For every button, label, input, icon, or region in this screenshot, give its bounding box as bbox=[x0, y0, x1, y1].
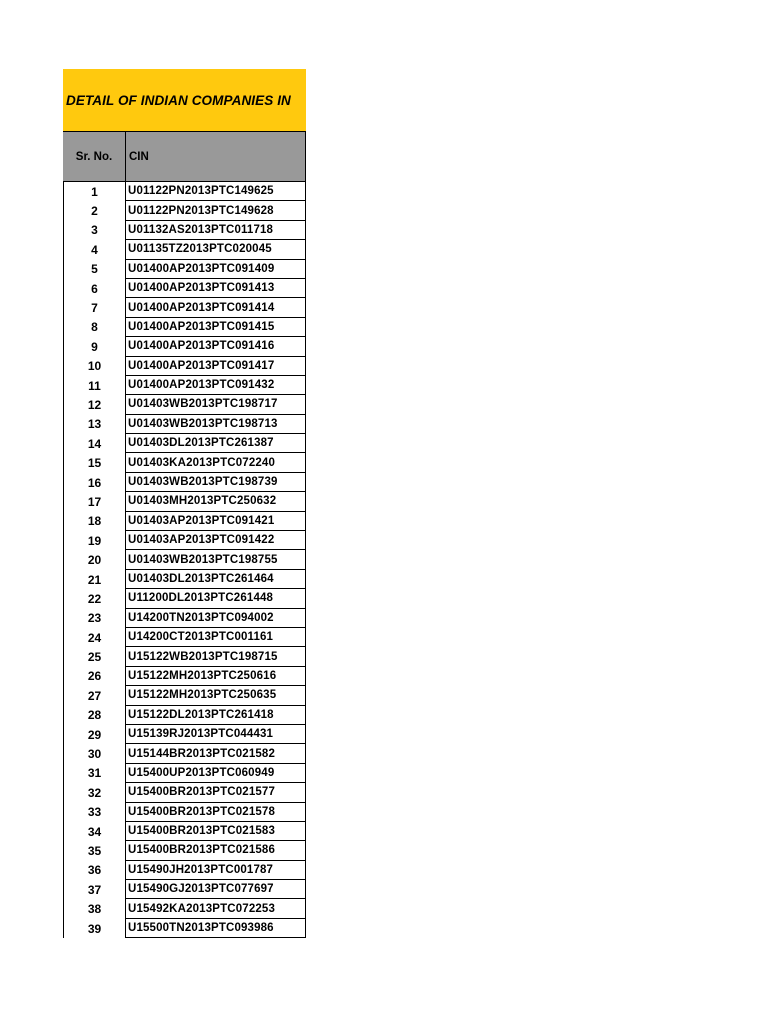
cin-cell: U15492KA2013PTC072253 bbox=[126, 899, 306, 918]
table-row bbox=[63, 647, 306, 666]
sr-no-cell: 11 bbox=[63, 376, 126, 395]
table-row bbox=[63, 337, 306, 356]
sr-no-header: Sr. No. bbox=[63, 132, 126, 181]
sr-no-cell: 9 bbox=[63, 337, 126, 356]
sr-no-cell: 12 bbox=[63, 395, 126, 414]
cin-cell: U01403DL2013PTC261464 bbox=[126, 570, 306, 589]
table-row bbox=[63, 376, 306, 395]
cin-cell: U15122DL2013PTC261418 bbox=[126, 706, 306, 725]
cin-cell: U15490GJ2013PTC077697 bbox=[126, 880, 306, 899]
sr-no-cell: 24 bbox=[63, 628, 126, 647]
table-row bbox=[63, 764, 306, 783]
cin-cell: U01400AP2013PTC091416 bbox=[126, 337, 306, 356]
sr-no-cell: 25 bbox=[63, 647, 126, 666]
cin-cell: U14200TN2013PTC094002 bbox=[126, 609, 306, 628]
sr-no-cell: 8 bbox=[63, 318, 126, 337]
cin-cell: U01403AP2013PTC091421 bbox=[126, 512, 306, 531]
table-row bbox=[63, 453, 306, 472]
sr-no-cell: 6 bbox=[63, 279, 126, 298]
table-row bbox=[63, 182, 306, 201]
sr-no-cell: 22 bbox=[63, 589, 126, 608]
table-row bbox=[63, 240, 306, 259]
table-row bbox=[63, 899, 306, 918]
cin-cell: U01403WB2013PTC198755 bbox=[126, 550, 306, 569]
sr-no-cell: 32 bbox=[63, 783, 126, 802]
sr-no-cell: 34 bbox=[63, 822, 126, 841]
sr-no-cell: 1 bbox=[63, 182, 126, 201]
cin-cell: U01403AP2013PTC091422 bbox=[126, 531, 306, 550]
cin-cell: U01400AP2013PTC091409 bbox=[126, 260, 306, 279]
table-row bbox=[63, 492, 306, 511]
sr-no-cell: 15 bbox=[63, 453, 126, 472]
sr-no-cell: 19 bbox=[63, 531, 126, 550]
table-row bbox=[63, 919, 306, 938]
table-row bbox=[63, 260, 306, 279]
table-row bbox=[63, 357, 306, 376]
cin-cell: U01122PN2013PTC149628 bbox=[126, 201, 306, 220]
sr-no-cell: 36 bbox=[63, 861, 126, 880]
cin-cell: U15490JH2013PTC001787 bbox=[126, 861, 306, 880]
cin-cell: U15122WB2013PTC198715 bbox=[126, 647, 306, 666]
cin-cell: U15139RJ2013PTC044431 bbox=[126, 725, 306, 744]
table-row bbox=[63, 706, 306, 725]
table-row bbox=[63, 803, 306, 822]
sr-no-cell: 21 bbox=[63, 570, 126, 589]
cin-cell: U01400AP2013PTC091415 bbox=[126, 318, 306, 337]
table-row bbox=[63, 318, 306, 337]
table-row bbox=[63, 667, 306, 686]
table-row bbox=[63, 783, 306, 802]
cin-cell: U14200CT2013PTC001161 bbox=[126, 628, 306, 647]
table-row bbox=[63, 415, 306, 434]
title-bar bbox=[63, 69, 306, 131]
sr-no-cell: 28 bbox=[63, 706, 126, 725]
spreadsheet bbox=[63, 69, 306, 938]
cin-cell: U15400BR2013PTC021583 bbox=[126, 822, 306, 841]
sr-no-cell: 14 bbox=[63, 434, 126, 453]
table-row bbox=[63, 201, 306, 220]
sr-no-cell: 5 bbox=[63, 260, 126, 279]
cin-cell: U01400AP2013PTC091413 bbox=[126, 279, 306, 298]
cin-cell: U01403KA2013PTC072240 bbox=[126, 453, 306, 472]
cin-cell: U01403MH2013PTC250632 bbox=[126, 492, 306, 511]
sr-no-cell: 18 bbox=[63, 512, 126, 531]
cin-cell: U15122MH2013PTC250616 bbox=[126, 667, 306, 686]
table-row bbox=[63, 512, 306, 531]
table-row bbox=[63, 570, 306, 589]
sr-no-cell: 38 bbox=[63, 899, 126, 918]
sr-no-cell: 26 bbox=[63, 667, 126, 686]
cin-cell: U01132AS2013PTC011718 bbox=[126, 221, 306, 240]
sr-no-cell: 20 bbox=[63, 550, 126, 569]
cin-cell: U01400AP2013PTC091414 bbox=[126, 298, 306, 317]
sr-no-cell: 29 bbox=[63, 725, 126, 744]
sr-no-cell: 13 bbox=[63, 415, 126, 434]
cin-cell: U15400BR2013PTC021578 bbox=[126, 803, 306, 822]
sr-no-cell: 31 bbox=[63, 764, 126, 783]
table-row bbox=[63, 221, 306, 240]
sr-no-cell: 4 bbox=[63, 240, 126, 259]
sr-no-cell: 33 bbox=[63, 803, 126, 822]
cin-cell: U15144BR2013PTC021582 bbox=[126, 744, 306, 763]
cin-cell: U15400BR2013PTC021577 bbox=[126, 783, 306, 802]
table-row bbox=[63, 841, 306, 860]
table-row bbox=[63, 279, 306, 298]
sr-no-cell: 3 bbox=[63, 221, 126, 240]
cin-cell: U01400AP2013PTC091417 bbox=[126, 357, 306, 376]
cin-cell: U15400BR2013PTC021586 bbox=[126, 841, 306, 860]
cin-cell: U15400UP2013PTC060949 bbox=[126, 764, 306, 783]
cin-cell: U01403DL2013PTC261387 bbox=[126, 434, 306, 453]
cin-cell: U01403WB2013PTC198739 bbox=[126, 473, 306, 492]
table-row bbox=[63, 531, 306, 550]
sr-no-cell: 23 bbox=[63, 609, 126, 628]
sr-no-cell: 17 bbox=[63, 492, 126, 511]
cin-cell: U15500TN2013PTC093986 bbox=[126, 919, 306, 938]
table-row bbox=[63, 628, 306, 647]
table-row bbox=[63, 434, 306, 453]
cin-cell: U01122PN2013PTC149625 bbox=[126, 182, 306, 201]
cin-header: CIN bbox=[126, 132, 306, 181]
sr-no-cell: 7 bbox=[63, 298, 126, 317]
table-row bbox=[63, 686, 306, 705]
sr-no-cell: 16 bbox=[63, 473, 126, 492]
table-row bbox=[63, 861, 306, 880]
sr-no-cell: 2 bbox=[63, 201, 126, 220]
sr-no-cell: 27 bbox=[63, 686, 126, 705]
sr-no-cell: 37 bbox=[63, 880, 126, 899]
cin-cell: U01403WB2013PTC198713 bbox=[126, 415, 306, 434]
cin-cell: U11200DL2013PTC261448 bbox=[126, 589, 306, 608]
table-body bbox=[63, 182, 306, 938]
table-row bbox=[63, 744, 306, 763]
sr-no-cell: 10 bbox=[63, 357, 126, 376]
table-row bbox=[63, 550, 306, 569]
table-row bbox=[63, 822, 306, 841]
table-row bbox=[63, 395, 306, 414]
cin-cell: U01400AP2013PTC091432 bbox=[126, 376, 306, 395]
sheet-title: DETAIL OF INDIAN COMPANIES IN bbox=[66, 92, 291, 108]
cin-cell: U01135TZ2013PTC020045 bbox=[126, 240, 306, 259]
sr-no-cell: 30 bbox=[63, 744, 126, 763]
cin-cell: U15122MH2013PTC250635 bbox=[126, 686, 306, 705]
column-header-row bbox=[63, 131, 306, 182]
sr-no-cell: 39 bbox=[63, 919, 126, 938]
table-row bbox=[63, 725, 306, 744]
table-row bbox=[63, 298, 306, 317]
cin-cell: U01403WB2013PTC198717 bbox=[126, 395, 306, 414]
table-row bbox=[63, 609, 306, 628]
table-row bbox=[63, 880, 306, 899]
table-row bbox=[63, 473, 306, 492]
sr-no-cell: 35 bbox=[63, 841, 126, 860]
table-row bbox=[63, 589, 306, 608]
